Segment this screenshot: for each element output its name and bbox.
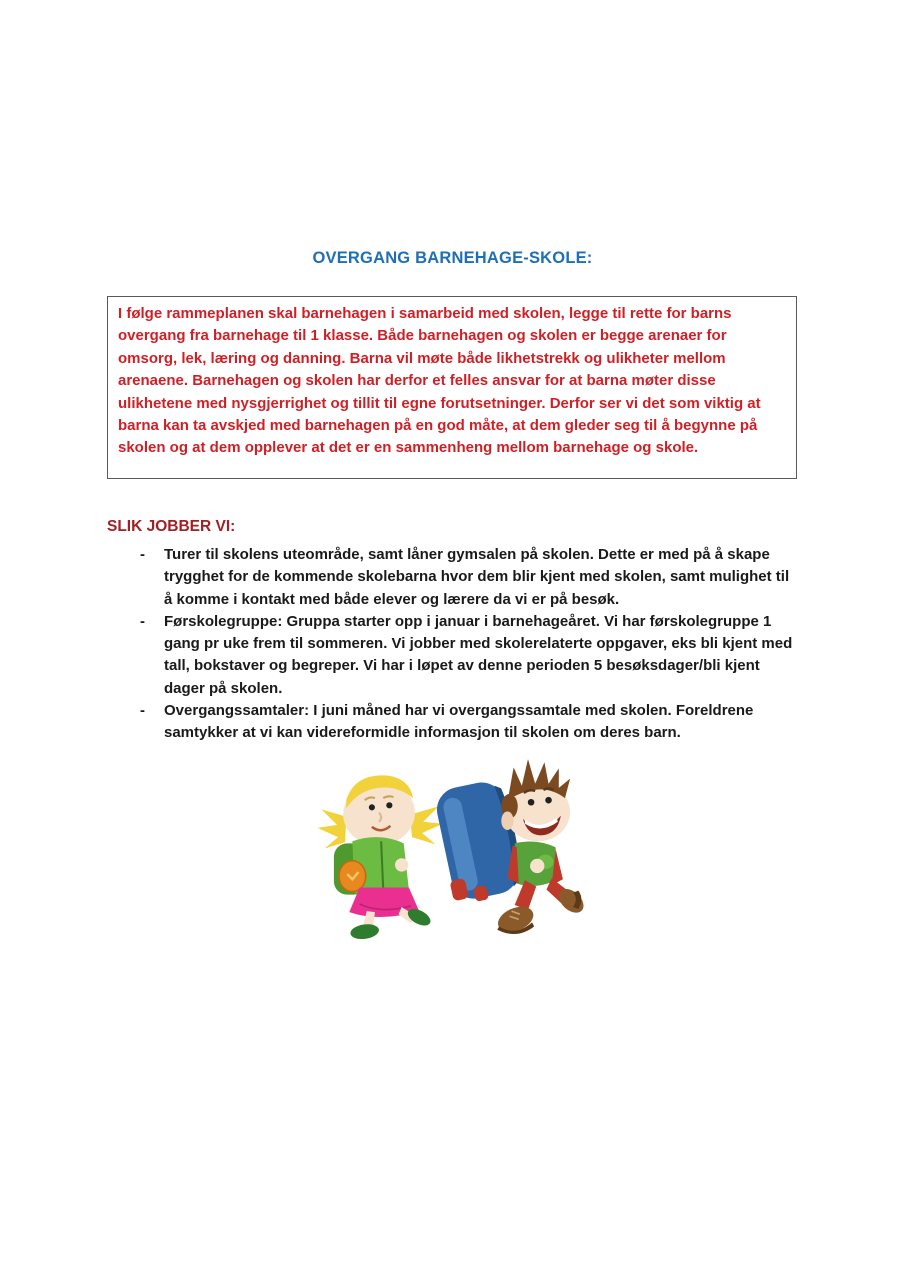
girl-orange-pouch: [339, 861, 366, 892]
girl-left-pigtail: [317, 809, 346, 848]
bullet-text: Turer til skolens uteområde, samt låner gymsalen på skolen. Dette er med på å skape trygghet for de kommende skolebarna hvor dem blir kjent med skolen, samt mulighet til å komme i kontakt med både elever og lærere da vi er på besøk.: [164, 546, 790, 608]
section-heading: SLIK JOBBER VI:: [107, 518, 236, 535]
boy-with-backpack: [431, 759, 588, 937]
list-item: [140, 700, 800, 745]
boy-hand: [530, 859, 544, 873]
bullet-list: [140, 544, 800, 745]
boy-front-leg: [515, 880, 537, 910]
page-title: OVERGANG BARNEHAGE-SKOLE:: [312, 249, 593, 267]
bullet-marker: -: [140, 702, 145, 720]
intro-text-box: [107, 296, 797, 479]
boy-ear: [501, 811, 513, 829]
bullet-marker: -: [140, 612, 145, 630]
children-clipart: [312, 755, 592, 945]
bullet-marker: -: [140, 546, 145, 563]
girl-front-shoe: [349, 923, 379, 941]
list-item: [140, 611, 800, 700]
children-clipart-svg: [312, 755, 592, 945]
bullet-text: Førskolegruppe: Gruppa starter opp i januar i barnehageåret. Vi har førskolegruppe 1 gang pr uke frem til sommeren. Vi jobber med skolerelaterte oppgaver, eks bli kjent med tall, bokstaver og begreper. Vi har i løpet av denne perioden 5 besøksdager/bli kjent dager på skolen.: [164, 612, 793, 697]
intro-paragraph: I følge rammeplanen skal barnehagen i samarbeid med skolen, legge til rette for barns overgang fra barnehage til 1 klasse. Både barnehagen og skolen er begge arenaer for omsorg, lek, læring og danning. Barna vil møte både likhetstrekk og ulikheter mellom arenaene. Barnehagen og skolen har derfor et felles ansvar for at barna møter disse ulikhetene med nysgjerrighet og tillit til egne forutsetninger. Derfor ser vi det som viktig at barna kan ta avskjed med barnehagen på en god måte, at dem gleder seg til å begynne på skolen og at dem opplever at det er en sammenheng mellom barnehage og skole.: [118, 305, 761, 457]
girl-with-backpack: [317, 775, 442, 940]
bullet-text: Overgangssamtaler: I juni måned har vi overgangssamtale med skolen. Foreldrene samtykker at vi kan videreformidle informasjon til skolen om deres barn.: [164, 702, 754, 742]
list-item: [140, 544, 800, 611]
girl-hand: [395, 858, 408, 871]
